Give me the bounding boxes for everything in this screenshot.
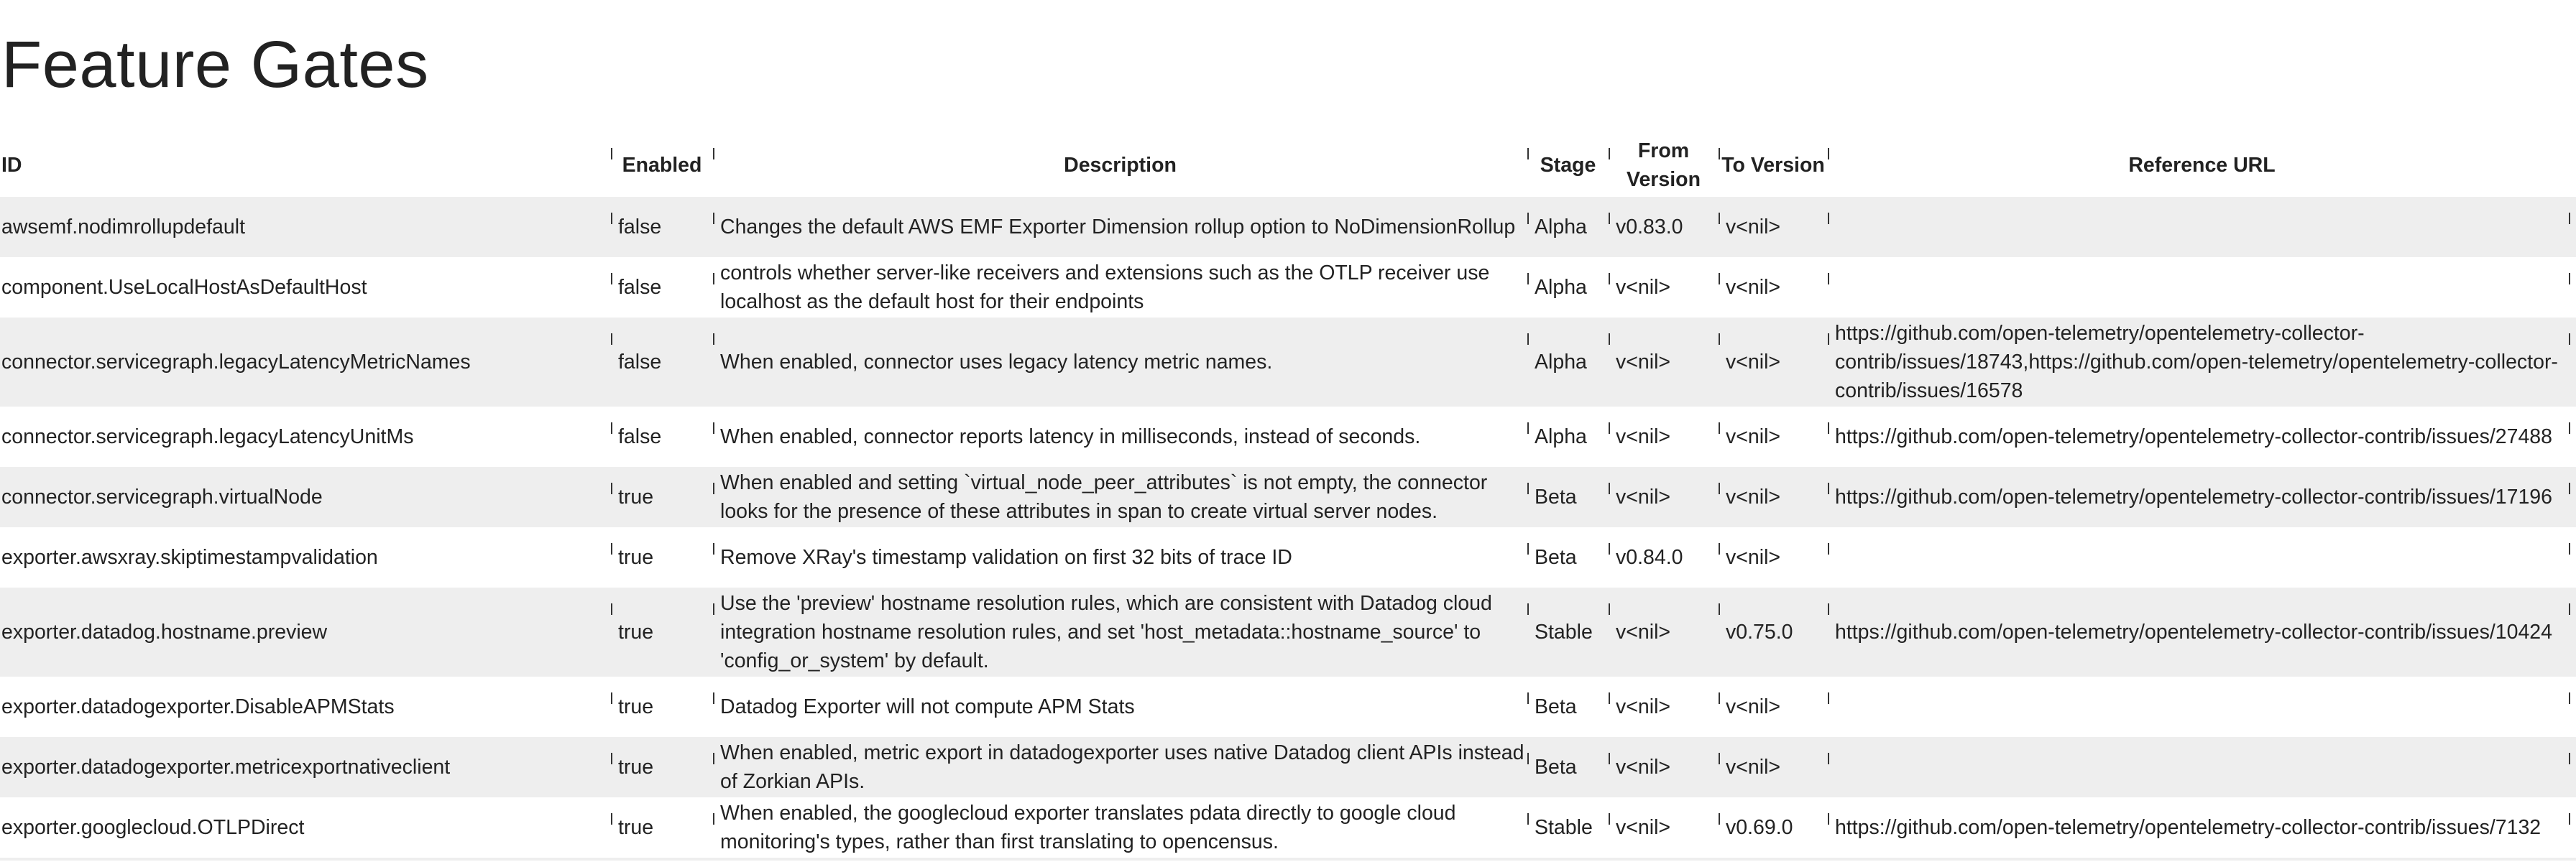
cell-from-version: v<nil> (1609, 737, 1719, 797)
header-enabled[interactable]: Enabled (611, 134, 713, 197)
cell-to-version: v<nil> (1719, 677, 1828, 737)
cell-stage: Beta (1527, 467, 1609, 527)
cell-enabled: false (611, 197, 713, 257)
cell-enabled: true (611, 588, 713, 677)
cell-enabled: true (611, 797, 713, 858)
cell-enabled: false (611, 318, 713, 407)
cell-stage: Alpha (1527, 197, 1609, 257)
page-title: Feature Gates (1, 28, 429, 101)
cell-stage: Beta (1527, 527, 1609, 588)
cell-description: controls whether server-like receivers and extensions such as the OTLP receiver use localhost as the default host for their endpoints (713, 257, 1527, 318)
cell-to-version: v<nil> (1719, 257, 1828, 318)
cell-reference-url[interactable]: https://github.com/open-telemetry/opentelemetry-collector-contrib/issues/7132 (1828, 797, 2576, 858)
cell-enabled: false (611, 407, 713, 467)
cell-id: exporter.datadogexporter.metricexportnativeclient (1, 756, 451, 779)
cell-reference-url[interactable]: https://github.com/open-telemetry/opentelemetry-collector-contrib/issues/17196 (1828, 467, 2576, 527)
cell-reference-url (1828, 737, 2576, 797)
cell-to-version: v<nil> (1719, 527, 1828, 588)
table-row (0, 588, 2576, 677)
cell-id: component.UseLocalHostAsDefaultHost (1, 276, 367, 299)
cell-from-version: v<nil> (1609, 467, 1719, 527)
cell-id: exporter.googlecloud.OTLPDirect (1, 816, 305, 839)
cell-description: Datadog Exporter will not compute APM Stats (713, 677, 1527, 737)
table-row (0, 407, 2576, 467)
header-reference-url[interactable]: Reference URL (1828, 134, 2576, 197)
cell-id: exporter.datadog.hostname.preview (1, 621, 328, 644)
cell-reference-url (1828, 197, 2576, 257)
table-bottom-rule (0, 858, 2576, 861)
cell-description: Changes the default AWS EMF Exporter Dimension rollup option to NoDimensionRollup (713, 197, 1527, 257)
cell-reference-url (1828, 527, 2576, 588)
cell-from-version: v0.83.0 (1609, 197, 1719, 257)
table-row (0, 257, 2576, 318)
table-row (0, 737, 2576, 797)
cell-stage: Alpha (1527, 257, 1609, 318)
cell-id: connector.servicegraph.legacyLatencyMetricNames (1, 351, 471, 374)
cell-description: When enabled and setting `virtual_node_peer_attributes` is not empty, the connector looks for the presence of these attributes in span to create virtual server nodes. (713, 467, 1527, 527)
header-row (0, 134, 2576, 197)
cell-id: awsemf.nodimrollupdefault (1, 216, 246, 238)
cell-enabled: true (611, 467, 713, 527)
cell-enabled: true (611, 737, 713, 797)
cell-reference-url (1828, 257, 2576, 318)
header-from-version[interactable]: From Version (1609, 134, 1719, 197)
header-stage[interactable]: Stage (1527, 134, 1609, 197)
cell-description: When enabled, connector reports latency in milliseconds, instead of seconds. (713, 407, 1527, 467)
cell-stage: Stable (1527, 588, 1609, 677)
table-body (0, 197, 2576, 858)
cell-stage: Alpha (1527, 318, 1609, 407)
cell-stage: Alpha (1527, 407, 1609, 467)
header-to-version[interactable]: To Version (1719, 134, 1828, 197)
cell-to-version: v0.69.0 (1719, 797, 1828, 858)
cell-stage: Beta (1527, 677, 1609, 737)
cell-description: When enabled, the googlecloud exporter translates pdata directly to google cloud monitoring's types, rather than first translating to opencensus. (713, 797, 1527, 858)
cell-enabled: true (611, 677, 713, 737)
cell-id: exporter.awsxray.skiptimestampvalidation (1, 546, 378, 569)
cell-description: Remove XRay's timestamp validation on first 32 bits of trace ID (713, 527, 1527, 588)
cell-to-version: v<nil> (1719, 467, 1828, 527)
table-row (0, 197, 2576, 257)
cell-description: Use the 'preview' hostname resolution rules, which are consistent with Datadog cloud integration hostname resolution rules, and set 'host_metadata::hostname_source' to 'config_or_system' by default. (713, 588, 1527, 677)
cell-to-version: v<nil> (1719, 197, 1828, 257)
cell-from-version: v<nil> (1609, 588, 1719, 677)
table-header (0, 134, 2576, 197)
cell-reference-url[interactable]: https://github.com/open-telemetry/opentelemetry-collector-contrib/issues/27488 (1828, 407, 2576, 467)
cell-reference-url (1828, 677, 2576, 737)
cell-description: When enabled, connector uses legacy latency metric names. (713, 318, 1527, 407)
cell-from-version: v0.84.0 (1609, 527, 1719, 588)
cell-from-version: v<nil> (1609, 257, 1719, 318)
cell-to-version: v0.75.0 (1719, 588, 1828, 677)
feature-gates-table (0, 134, 2576, 858)
header-description[interactable]: Description (713, 134, 1527, 197)
cell-enabled: false (611, 257, 713, 318)
cell-description: When enabled, metric export in datadogexporter uses native Datadog client APIs instead of Zorkian APIs. (713, 737, 1527, 797)
cell-stage: Beta (1527, 737, 1609, 797)
cell-id: connector.servicegraph.legacyLatencyUnitMs (1, 425, 414, 448)
cell-reference-url[interactable]: https://github.com/open-telemetry/opentelemetry-collector-contrib/issues/18743,https://github.com/open-telemetry/opentelemetry-collector-contrib/issues/16578 (1828, 318, 2576, 407)
cell-stage: Stable (1527, 797, 1609, 858)
cell-id: connector.servicegraph.virtualNode (1, 486, 323, 509)
cell-to-version: v<nil> (1719, 737, 1828, 797)
cell-enabled: true (611, 527, 713, 588)
cell-id: exporter.datadogexporter.DisableAPMStats (1, 695, 395, 718)
table-row (0, 467, 2576, 527)
cell-reference-url[interactable]: https://github.com/open-telemetry/opentelemetry-collector-contrib/issues/10424 (1828, 588, 2576, 677)
cell-to-version: v<nil> (1719, 407, 1828, 467)
cell-from-version: v<nil> (1609, 318, 1719, 407)
table-row (0, 318, 2576, 407)
header-id[interactable]: ID (1, 154, 22, 177)
cell-from-version: v<nil> (1609, 407, 1719, 467)
table-row (0, 527, 2576, 588)
cell-from-version: v<nil> (1609, 677, 1719, 737)
table-row (0, 797, 2576, 858)
cell-to-version: v<nil> (1719, 318, 1828, 407)
table-row (0, 677, 2576, 737)
cell-from-version: v<nil> (1609, 797, 1719, 858)
